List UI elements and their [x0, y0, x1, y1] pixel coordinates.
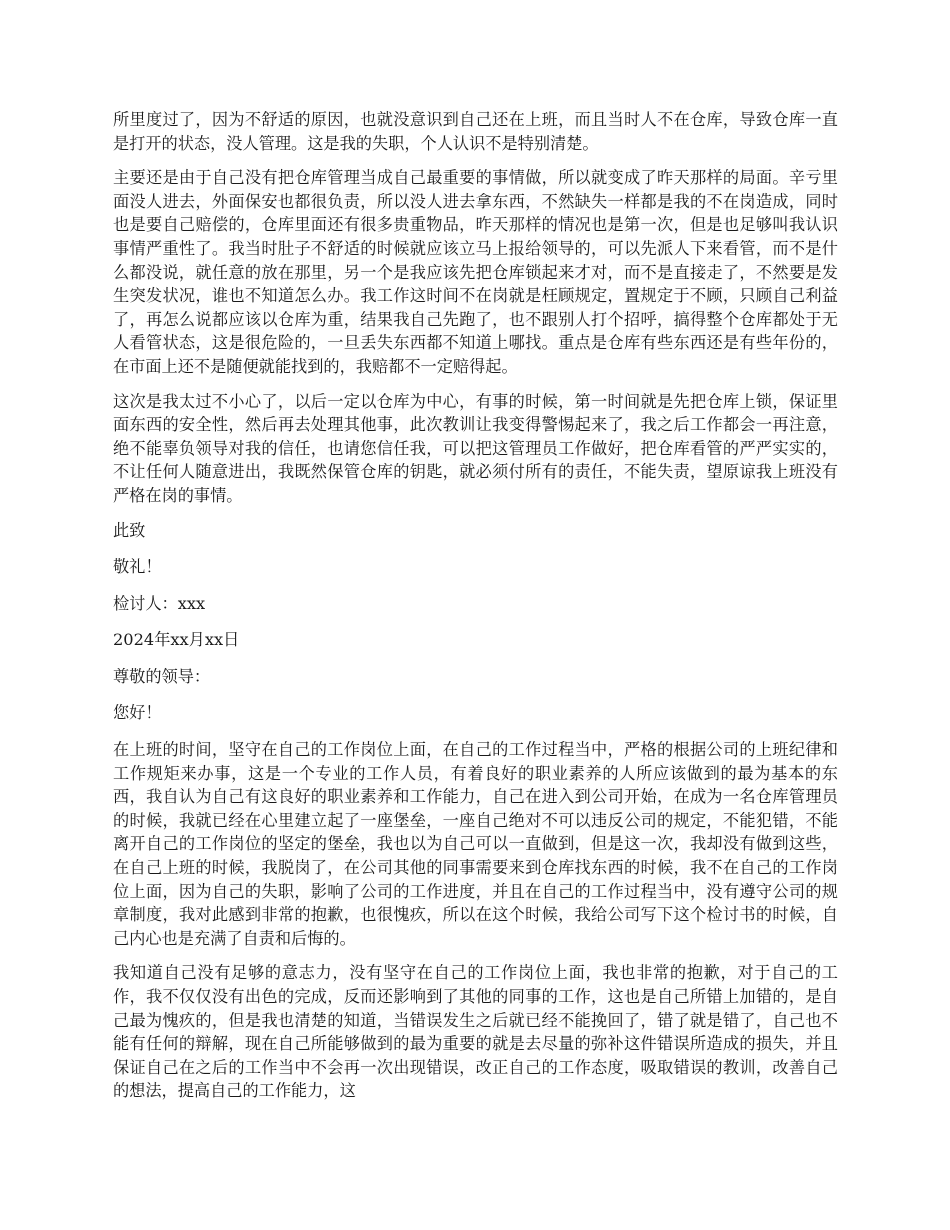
paragraph-promise: 这次是我太过不小心了，以后一定以仓库为中心，有事的时候，第一时间就是先把仓库上锁，保证里面东西的安全性，然后再去处理其他事，此次教训让我变得警惕起来了，我之后工作都会一再注意，绝不能辜负领导对我的信任，也请您信任我，可以把这管理员工作做好，把仓库看管的严严实实的，不让任何人随意进出，我既然保管仓库的钥匙，就必须付所有的责任，不能失责，望原谅我上班没有严格在岗的事情。 [113, 391, 838, 505]
greeting-hello: 您好！ [113, 703, 162, 723]
document-body [113, 108, 838, 1114]
closing-salutation: 此致 [113, 520, 146, 540]
paragraph-main-reason: 主要还是由于自己没有把仓库管理当成自己最重要的事情做，所以就变成了昨天那样的局面。辛亏里面没人进去，外面保安也都很负责，所以没人进去拿东西，不然缺失一样都是我的不在岗造成，同时也是要自己赔偿的，仓库里面还有很多贵重物品，昨天那样的情况也是第一次，但是也足够叫我认识事情严重性了。我当时肚子不舒适的时候就应该立马上报给领导的，可以先派人下来看管，而不是什么都没说，就任意的放在那里，另一个是我应该先把仓库锁起来才对，而不是直接走了，不然要是发生突发状况，谁也不知道怎么办。我工作这时间不在岗就是枉顾规定，置规定于不顾，只顾自己利益了，再怎么说都应该以仓库为重，结果我自己先跑了，也不跟别人打个招呼，搞得整个仓库都处于无人看管状态，这是很危险的，一旦丢失东西都不知道上哪找。重点是仓库有些东西还是有些年份的，在市面上还不是随便就能找到的，我赔都不一定赔得起。 [113, 168, 838, 376]
greeting-recipient: 尊敬的领导： [113, 666, 211, 686]
date-line: 2024年xx月xx日 [113, 630, 240, 650]
signature-line: 检讨人：xxx [113, 593, 206, 613]
closing-regards: 敬礼！ [113, 557, 162, 577]
paragraph-reflection: 我知道自己没有足够的意志力，没有坚守在自己的工作岗位上面，我也非常的抱歉，对于自己的工作，我不仅仅没有出色的完成，反而还影响到了其他的同事的工作，这也是自己所错上加错的，是自己最为愧疚的，但是我也清楚的知道，当错误发生之后就已经不能挽回了，错了就是错了，自己也不能有任何的辩解，现在自己所能够做到的最为重要的就是去尽量的弥补这件错误所造成的损失，并且保证自己在之后的工作当中不会再一次出现错误，改正自己的工作态度，吸取错误的教训，改善自己的想法，提高自己的工作能力，这 [113, 963, 838, 1101]
paragraph-work-duty: 在上班的时间，坚守在自己的工作岗位上面，在自己的工作过程当中，严格的根据公司的上班纪律和工作规矩来办事，这是一个专业的工作人员，有着良好的职业素养的人所应该做到的最为基本的东西，我自认为自己有这良好的职业素养和工作能力，自己在进入到公司开始，在成为一名仓库管理员的时候，我就已经在心里建立起了一座堡垒，一座自己绝对不可以违反公司的规定，不能犯错，不能离开自己的工作岗位的坚定的堡垒，我也以为自己可以一直做到，但是这一次，我却没有做到这些，在自己上班的时候，我脱岗了，在公司其他的同事需要来到仓库找东西的时候，我不在自己的工作岗位上面，因为自己的失职，影响了公司的工作进度，并且在自己的工作过程当中，没有遵守公司的规章制度，我对此感到非常的抱歉，也很愧疚，所以在这个时候，我给公司写下这个检讨书的时候，自己内心也是充满了自责和后悔的。 [113, 740, 838, 948]
paragraph-continuation: 所里度过了，因为不舒适的原因，也就没意识到自己还在上班，而且当时人不在仓库，导致仓库一直是打开的状态，没人管理。这是我的失职，个人认识不是特别清楚。 [113, 110, 838, 153]
